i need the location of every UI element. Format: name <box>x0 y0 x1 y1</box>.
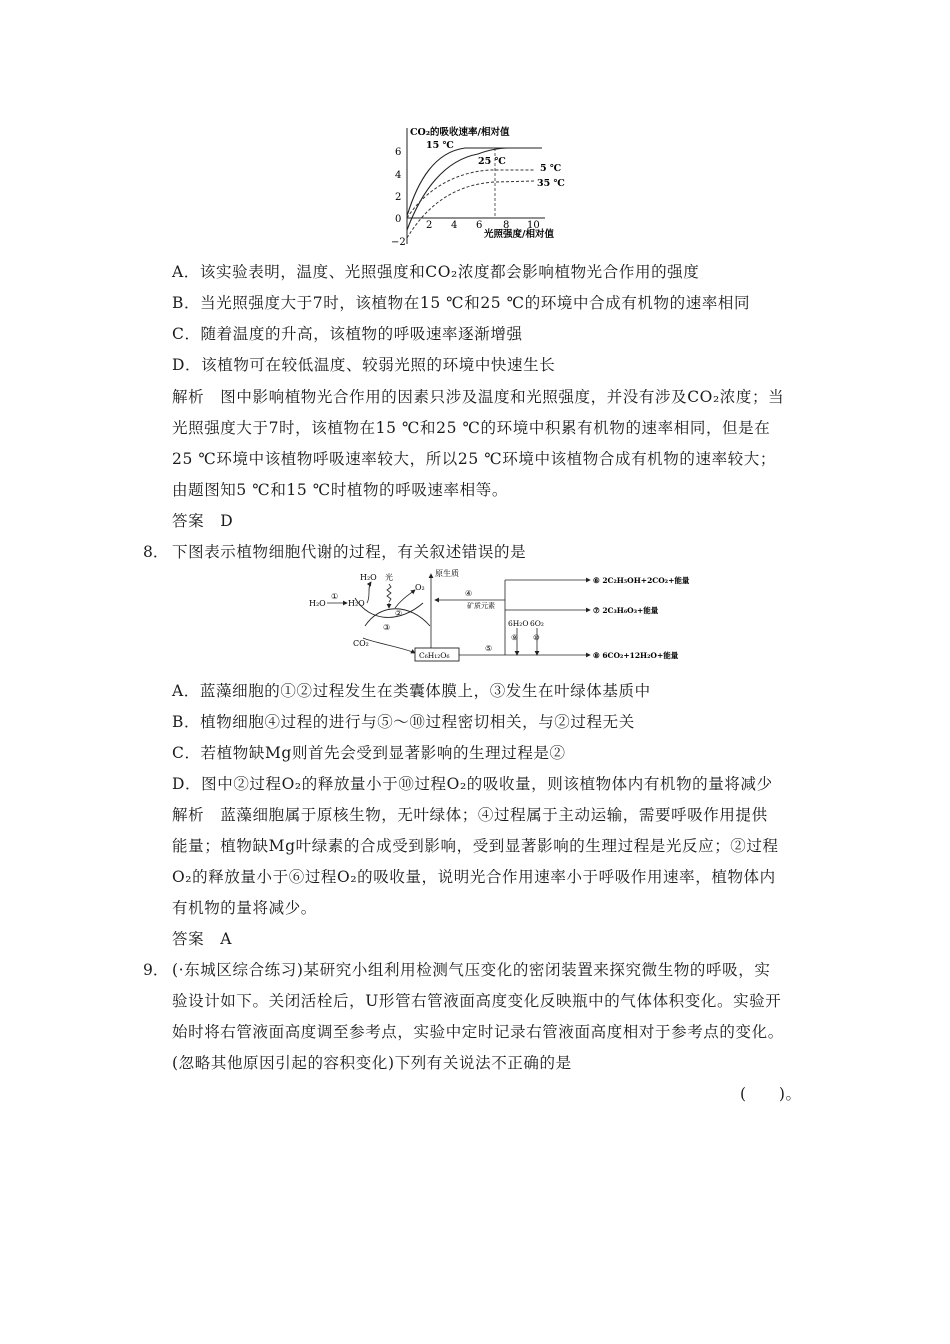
q7-answer: 答案 D <box>172 512 234 530</box>
q7-option-b: B．当光照强度大于7时，该植物在15 ℃和25 ℃的环境中合成有机物的速率相同 <box>172 294 751 312</box>
graph-x-tick: 8 <box>503 220 510 231</box>
curve-label-15c: 15 ℃ <box>426 140 454 151</box>
q7-option-d: D．该植物可在较低温度、较弱光照的环境中快速生长 <box>172 356 556 374</box>
q7-analysis-line: 光照强度大于7时，该植物在15 ℃和25 ℃的环境中积累有机物的速率相同，但是在 <box>172 419 771 437</box>
q7-option-a: A．该实验表明，温度、光照强度和CO₂浓度都会影响植物光合作用的强度 <box>172 263 700 281</box>
diagram-output-8: ⑧ 6CO₂+12H₂O+能量 <box>593 651 679 660</box>
curve-label-25c: 25 ℃ <box>478 156 506 167</box>
q7-analysis-line: 解析 图中影响植物光合作用的因素只涉及温度和光照强度，并没有涉及CO₂浓度；当 <box>172 388 785 406</box>
q9-number: 9． <box>143 961 169 979</box>
curve-label-5c: 5 ℃ <box>540 163 562 174</box>
q8-answer: 答案 A <box>172 930 233 948</box>
diagram-circle-3: ③ <box>383 623 391 632</box>
diagram-light: 光 <box>385 573 393 582</box>
diagram-circle-10: ⑩ <box>533 633 540 642</box>
diagram-6o2: 6O₂ <box>530 619 544 628</box>
q8-option-d: D．图中②过程O₂的释放量小于⑩过程O₂的吸收量，则该植物体内有机物的量将减少 <box>172 775 773 793</box>
curve-5c <box>407 170 535 218</box>
light-wave <box>387 584 391 602</box>
q7-analysis-line: 由题图知5 ℃和15 ℃时植物的呼吸速率相等。 <box>172 481 508 499</box>
diagram-h2o-left: H₂O <box>309 599 326 608</box>
q7-analysis-line: 25 ℃环境中该植物呼吸速率较大，所以25 ℃环境中该植物合成有机物的速率较大； <box>172 450 776 468</box>
diagram-h2o-top: H₂O <box>360 573 377 582</box>
diagram-output-7: ⑦ 2C₃H₆O₃+能量 <box>593 606 659 615</box>
q8-option-c: C．若植物缺Mg则首先会受到显著影响的生理过程是② <box>172 744 566 762</box>
q8-option-b: B．植物细胞④过程的进行与⑤～⑩过程密切相关，与②过程无关 <box>172 713 635 731</box>
q8-option-a: A．蓝藻细胞的①②过程发生在类囊体膜上，③发生在叶绿体基质中 <box>172 682 651 700</box>
graph-y-tick: 4 <box>395 170 402 181</box>
graph-y-tick: 0 <box>395 214 402 225</box>
diagram-minerals: 矿质元素 <box>467 602 495 610</box>
graph-y-tick: 6 <box>395 147 402 158</box>
metabolism-diagram <box>305 568 690 668</box>
co2-light-graph <box>380 120 580 250</box>
graph-x-tick: 6 <box>476 220 483 231</box>
diagram-circle-2: ② <box>395 609 403 618</box>
graph-x-tick: 2 <box>426 220 433 231</box>
q8-analysis-line: 解析 蓝藻细胞属于原核生物，无叶绿体；④过程属于主动运输，需要呼吸作用提供 <box>172 806 768 824</box>
q9-line: 始时将右管液面高度调至参考点，实验中定时记录右管液面高度相对于参考点的变化。 <box>172 1023 784 1041</box>
diagram-circle-9: ⑨ <box>511 633 518 642</box>
q8-analysis-line: 有机物的量将减少。 <box>172 899 317 917</box>
q9-line: (忽略其他原因引起的容积变化)下列有关说法不正确的是 <box>172 1054 572 1072</box>
q9-line: (·东城区综合练习)某研究小组利用检测气压变化的密闭装置来探究微生物的呼吸，实 <box>172 961 771 979</box>
graph-y-axis-label: CO₂的吸收速率/相对值 <box>410 127 510 138</box>
diagram-circle-1: ① <box>331 592 339 601</box>
diagram-protoplasm: 原生质 <box>435 569 459 578</box>
q8-stem: 下图表示植物细胞代谢的过程，有关叙述错误的是 <box>172 543 527 561</box>
graph-x-tick: 10 <box>527 220 540 231</box>
q9-answer-blank: ( )。 <box>740 1085 802 1103</box>
diagram-circle-4: ④ <box>465 589 473 598</box>
diagram-output-6: ⑥ 2C₂H₅OH+2CO₂+能量 <box>593 576 690 585</box>
diagram-o2: O₂ <box>415 583 425 592</box>
curve-label-35c: 35 ℃ <box>537 178 565 189</box>
graph-y-tick: −2 <box>391 237 406 248</box>
graph-x-tick: 4 <box>451 220 458 231</box>
diagram-circle-5: ⑤ <box>485 644 493 653</box>
q9-line: 验设计如下。关闭活栓后，U形管右管液面高度变化反映瓶中的气体体积变化。实验开 <box>172 992 782 1010</box>
q8-analysis-line: O₂的释放量小于⑥过程O₂的吸收量，说明光合作用速率小于呼吸作用速率，植物体内 <box>172 868 776 886</box>
q8-analysis-line: 能量；植物缺Mg叶绿素的合成受到影响，受到显著影响的生理过程是光反应；②过程 <box>172 837 779 855</box>
curve-15c <box>407 148 542 216</box>
diagram-co2: CO₂ <box>353 639 369 648</box>
graph-y-tick: 2 <box>395 192 402 203</box>
q8-number: 8． <box>143 543 169 561</box>
graph-x-axis-label: 光照强度/相对值 <box>484 229 554 240</box>
q7-option-c: C．随着温度的升高，该植物的呼吸速率逐渐增强 <box>172 325 523 343</box>
diagram-6h2o: 6H₂O <box>508 619 529 628</box>
diagram-h2o-mid: H₂O <box>348 599 365 608</box>
diagram-glucose: C₆H₁₂O₆ <box>419 651 450 660</box>
